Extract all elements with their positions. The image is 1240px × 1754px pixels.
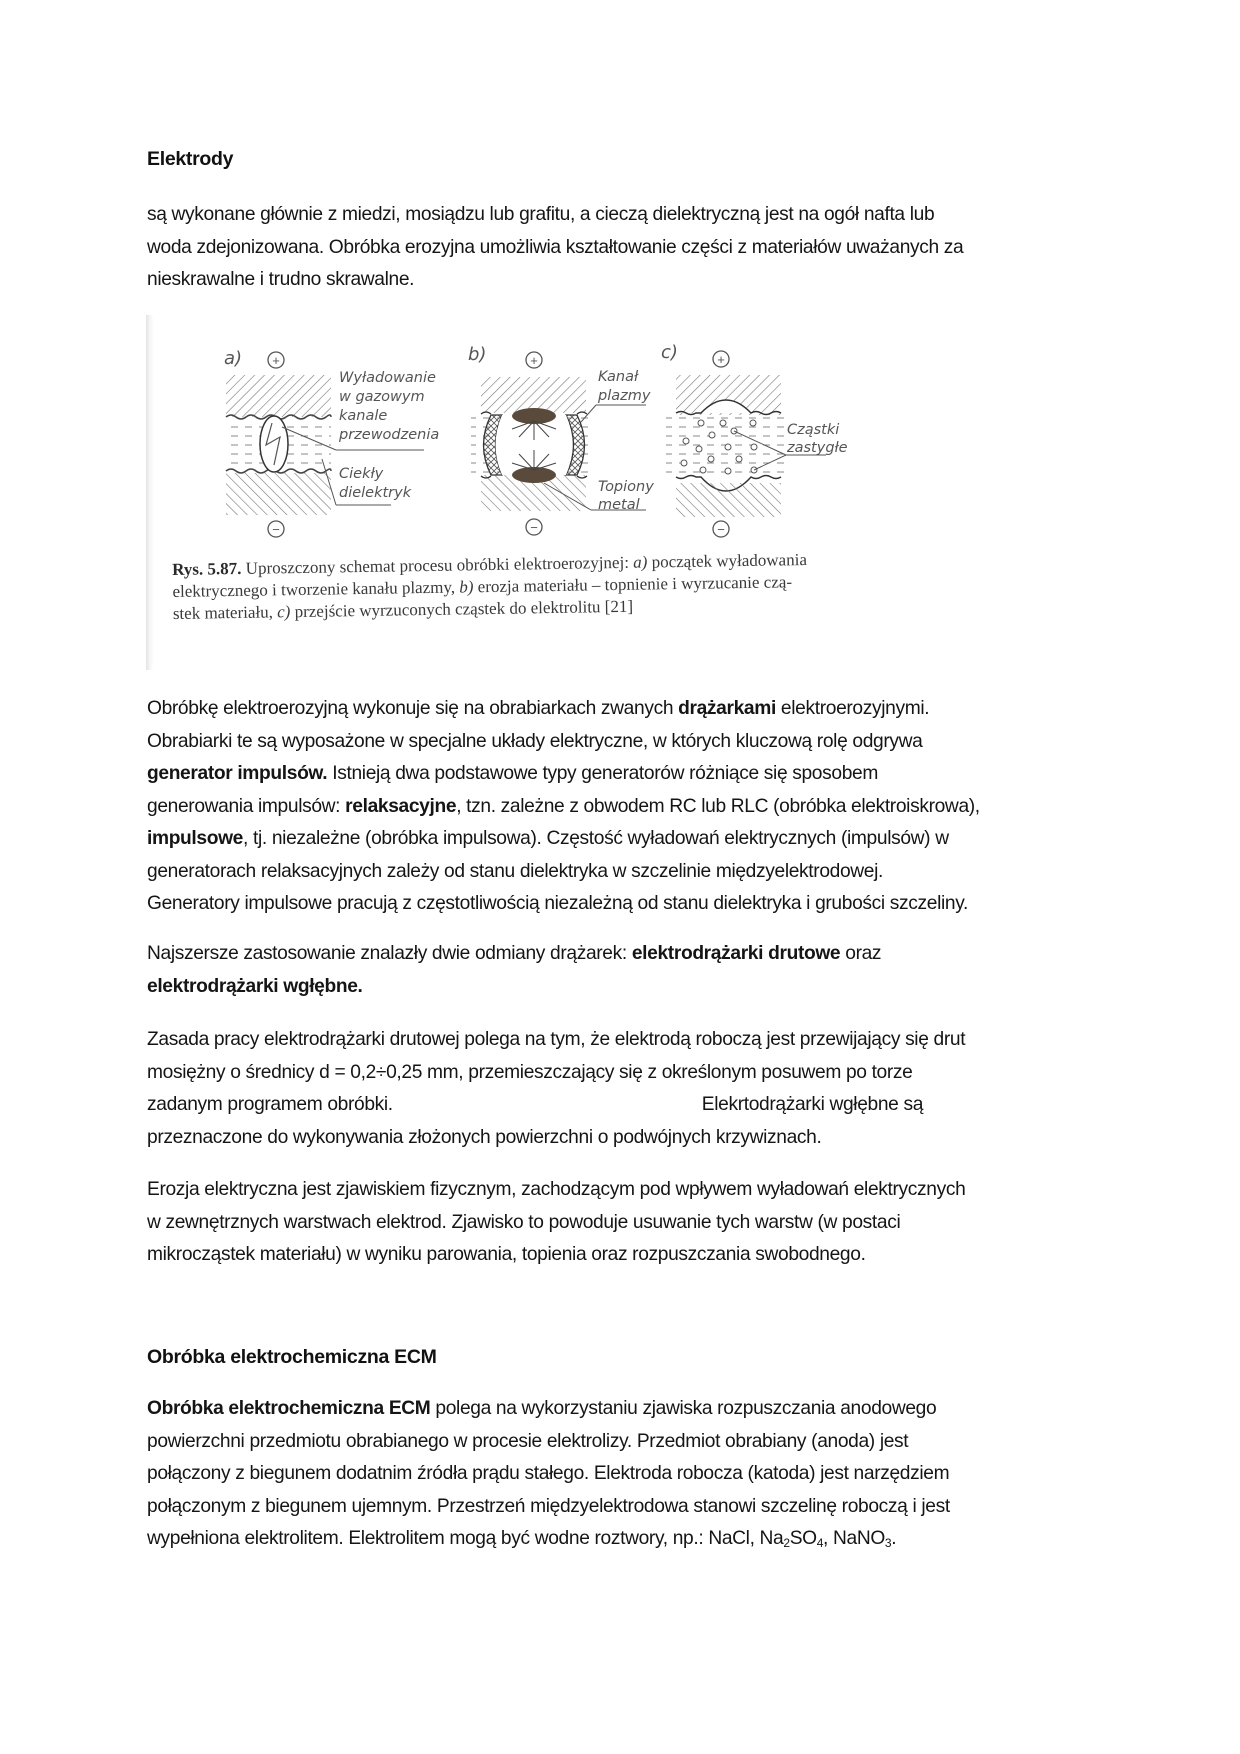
figure-edm-process	[146, 315, 946, 670]
svg-text:+: +	[717, 352, 725, 367]
annotation-liquid-dielectric: Ciekły dielektryk	[339, 466, 412, 501]
panel-b-label: b)	[468, 344, 487, 365]
heading-ecm: Obróbka elektrochemiczna ECM	[147, 1346, 437, 1368]
annotation-molten-metal: Topiony metal	[598, 479, 654, 513]
svg-text:+: +	[530, 353, 538, 368]
panel-a-label: a)	[224, 348, 243, 369]
paragraph-edm-types: Najszersze zastosowanie znalazły dwie odmiany drążarek: elektrodrążarki drutowe oraz elektrodrążarki wgłębne.	[147, 943, 882, 997]
panel-c-label: c)	[661, 342, 678, 363]
annotation-discharge: Wyładowanie w gazowym kanale przewodzenia	[339, 370, 440, 443]
svg-text:+: +	[272, 353, 280, 368]
paragraph-electrodes	[147, 199, 1097, 297]
annotation-plasma-channel: Kanał plazmy	[598, 369, 651, 404]
text-line: są wykonane głównie z miedzi, mosiądzu lub grafitu, a cieczą dielektryczną jest na ogół nafta lub	[147, 204, 935, 225]
heading-elektrody: Elektrody	[147, 148, 234, 170]
caption-number: Rys. 5.87.	[172, 558, 242, 579]
paragraph-ecm: Obróbka elektrochemiczna ECM polega na wykorzystaniu zjawiska rozpuszczania anodowego powierzchni przedmiotu obrabianego w procesie elektrolizy. Przedmiot obrabiany (anoda) jest połączony z biegunem dodatnim źródła prądu stałego. Elektroda robocza (katoda) jest narzędziem połączonym z biegunem ujemnym. Przestrzeń międzyelektrodowa stanowi szczelinę roboczą i jest wypełniona elektrolitem. Elektrolitem mogą być wodne roztwory, np.: NaCl, $Na_2SO_4$, NaNO$_3$.	[147, 1398, 950, 1550]
paragraph-edm-machines: Obróbkę elektroerozyjną wykonuje się na obrabiarkach zwanych drążarkami elektroerozyjnymi. Obrabiarki te są wyposażone w specjalne układy elektryczne, w których kluczową rolę odgrywa generator impulsów. Istnieją dwa podstawowe typy generatorów różniące się sposobem generowania impulsów: relaksacyjne, tzn. zależne z obwodem RC lub RLC (obróbka elektroiskrowa), impulsowe, tj. niezależne (obróbka impulsowa). Częstość wyładowań elektrycznych (impulsów) w generatorach relaksacyjnych zależy od stanu dielektryka w szczelinie międzyelektrodowej. Generatory impulsowe pracują z częstotliwością niezależną od stanu dielektryka i grubości szczeliny.	[147, 698, 980, 914]
svg-text:−: −	[717, 522, 725, 537]
paragraph-electrical-erosion: Erozja elektryczna jest zjawiskiem fizycznym, zachodzącym pod wpływem wyładowań elektrycznych w zewnętrznych warstwach elektrod. Zjawisko to powoduje usuwanie tych warstw (w postaci mikrocząstek materiału) w wyniku parowania, topienia oraz rozpuszczania swobodnego.	[147, 1179, 966, 1265]
panel-c	[661, 342, 848, 537]
panel-a	[224, 348, 441, 537]
paragraph-wire-edm: Zasada pracy elektrodrążarki drutowej polega na tym, że elektrodą roboczą jest przewijający się drut mosiężny o średnicy d = 0,2÷0,25 mm, przemieszczający się z określonym posuwem po torze zadanym programem obróbki. Elekrtodrążarki wgłębne są przeznaczone do wykonywania złożonych powierzchni o podwójnych krzywiznach.	[147, 1029, 966, 1148]
figure-caption: Rys. 5.87. Uproszczony schemat procesu obróbki elektroerozyjnej: a) początek wyładowania elektrycznego i tworzenie kanału plazmy, b) erozja materiału – topnienie i wyrzucanie czą- stek materiału, c) przejście wyrzuconych cząstek do elektrolitu [21]	[172, 550, 808, 623]
annotation-solidified-particles: Cząstki zastygłe	[787, 422, 848, 456]
edm-diagram	[146, 315, 946, 555]
text-line: woda zdejonizowana. Obróbka erozyjna umożliwia kształtowanie części z materiałów uważanych za	[147, 236, 964, 258]
panel-b	[468, 344, 658, 535]
svg-text:−: −	[530, 520, 538, 535]
text-line: nieskrawalne i trudno skrawalne.	[147, 269, 415, 290]
svg-text:−: −	[272, 522, 280, 537]
